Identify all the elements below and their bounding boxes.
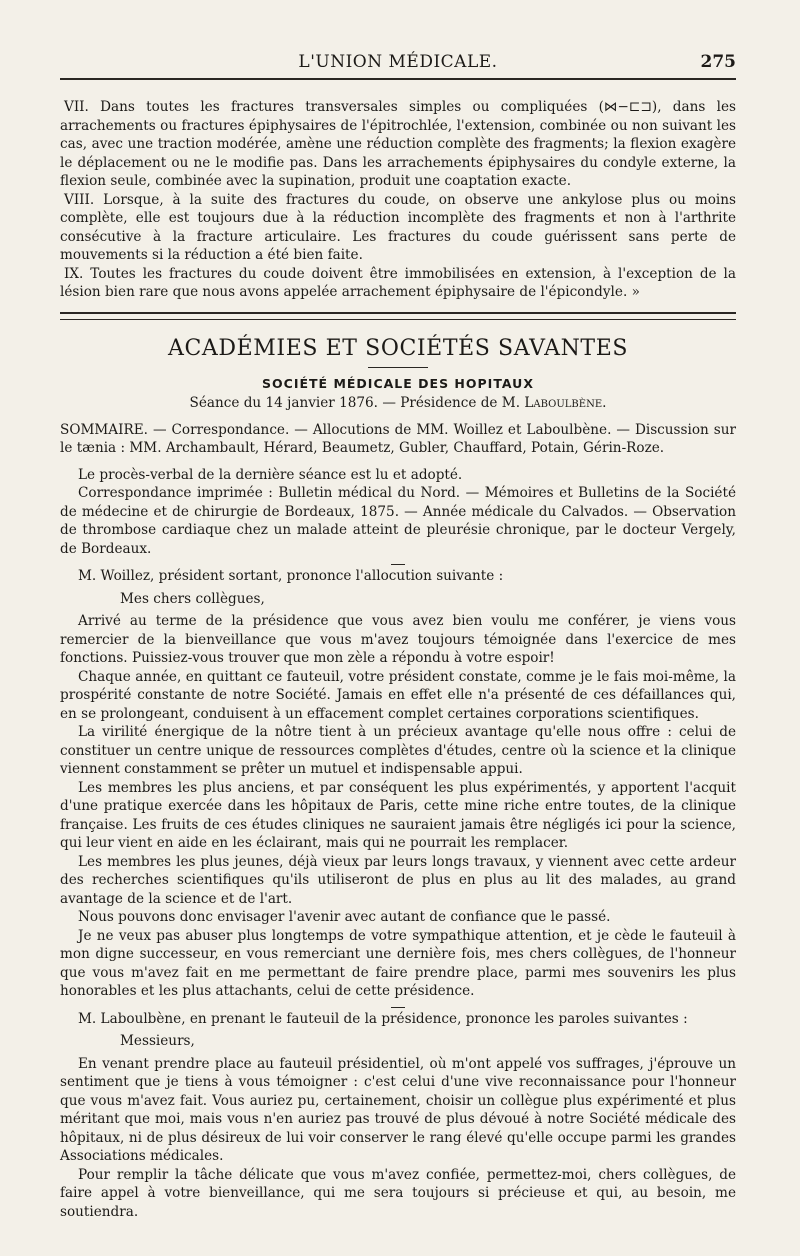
section-divider <box>60 312 736 320</box>
document-page <box>60 48 736 1221</box>
paragraph: La virilité énergique de la nôtre tient à un précieux avantage qu'elle nous offre : celui de constituer un centre unique de ressources complètes d'études, centre où la science et la clinique viennent constamment se prêter un mutuel et indispensable appui. <box>60 724 736 777</box>
running-header <box>60 48 736 80</box>
article-body <box>60 421 736 1222</box>
section-title: ACADÉMIES ET SOCIÉTÉS SAVANTES <box>167 335 629 361</box>
page-number: 275 <box>700 52 736 72</box>
president-name: Laboulbène. <box>524 394 607 411</box>
paragraph: Je ne veux pas abuser plus longtemps de votre sympathique attention, et je cède le fauteuil à mon digne successeur, en vous remerciant une dernière fois, mes chers collègues, de l'honneur que vous m'avez fait en me permettant de faire prendre place, parmi mes souvenirs les plus honorables et les plus attachants, celui de cette présidence. <box>60 927 736 999</box>
paragraph: VII. Dans toutes les fractures transversales simples ou compliquées (⋈−⊏⊐), dans les arrachements ou fractures épiphysaires de l'épitrochlée, l'extension, combinée ou non suivant les cas, avec une traction modérée, amène une réduction complète des fragments; la flexion exagère le déplacement ou ne le modifie pas. Dans les arrachements épiphysaires du condyle externe, la flexion seule, combinée avec la supination, produit une coaptation exacte. <box>60 99 736 189</box>
title-rule <box>368 367 428 368</box>
paragraph: Nous pouvons donc envisager l'avenir avec autant de confiance que le passé. <box>78 909 611 925</box>
paragraph: M. Woillez, président sortant, prononce l'allocution suivante : <box>78 568 504 584</box>
separator <box>391 1007 405 1008</box>
paragraph: VIII. Lorsque, à la suite des fractures du coude, on observe une ankylose plus ou moins complète, elle est toujours due à la réduction incomplète des fragments et non à l'arthrite consécutive à la fracture articulaire. Les fractures du coude guérissent sans perte de mouvements si la réduction a été bien faite. <box>60 191 736 263</box>
separator <box>391 564 405 565</box>
conclusions-block <box>60 98 736 302</box>
paragraph: Les membres les plus jeunes, déjà vieux par leurs longs travaux, y viennent avec cette ardeur des recherches scientifiques qu'ils utiliseront de plus en plus au lit des malades, au grand avantage de la science et de l'art. <box>60 853 736 907</box>
sommaire: SOMMAIRE. — Correspondance. — Allocutions de MM. Woillez et Laboulbène. — Discussion sur le tænia : MM. Archambault, Hérard, Beaumetz, Gubler, Chauffard, Potain, Gérin-Roze. <box>60 421 736 456</box>
paragraph: Chaque année, en quittant ce fauteuil, votre président constate, comme je le fais moi-même, la prospérité constante de notre Société. Jamais en effet elle n'a présenté de ces défaillances qui, en se prolongeant, conduisent à un effacement complet certaines corporations scientifiques. <box>60 668 736 722</box>
paragraph: Correspondance imprimée : Bulletin médical du Nord. — Mémoires et Bulletins de la Société de médecine et de chirurgie de Bordeaux, 1875. — Année médicale du Calvados. — Observation de thrombose cardiaque chez un malade atteint de pleurésie chronique, par le docteur Vergely, de Bordeaux. <box>60 485 736 557</box>
salutation: Messieurs, <box>120 1033 195 1049</box>
paragraph: Pour remplir la tâche délicate que vous m'avez confiée, permettez-moi, chers collègues, de faire appel à votre bienveillance, qui me sera toujours si précieuse et qui, au besoin, me soutiendra. <box>60 1166 736 1220</box>
paragraph: IX. Toutes les fractures du coude doivent être immobilisées en extension, à l'exception de la lésion bien rare que nous avons appelée arrachement épiphysaire de l'épicondyle. » <box>60 265 736 300</box>
paragraph: Le procès-verbal de la dernière séance est lu et adopté. <box>78 466 463 483</box>
salutation: Mes chers collègues, <box>120 590 265 607</box>
paragraph: Les membres les plus anciens, et par conséquent les plus expérimentés, y apportent l'acquit d'une pratique exercée dans les hôpitaux de Paris, cette mine riche entre toutes, de la clinique française. Les fruits de ces études cliniques ne sauraient jamais être négligés ici pour la science, qui leur vient en aide en les éclairant, mais qui ne pourrait les remplacer. <box>60 779 736 851</box>
paragraph: M. Laboulbène, en prenant le fauteuil de la présidence, prononce les paroles suivantes : <box>78 1010 688 1027</box>
paragraph: En venant prendre place au fauteuil présidentiel, où m'ont appelé vos suffrages, j'éprouve un sentiment que je tiens à vous témoigner : c'est celui d'une vive reconnaissance pour l'honneur que vous m'avez fait. Vous auriez pu, certainement, choisir un collègue plus expérimenté et plus méritant que moi, mais vous n'en auriez pas trouvé de plus dévoué à notre Société médicale des hôpitaux, ni de plus désireux de lui voir conserver le rang élevé qu'elle occupe parmi les grandes Associations médicales. <box>60 1055 736 1164</box>
seance-text: Séance du 14 janvier 1876. — Présidence de M. <box>189 394 525 411</box>
seance-line <box>60 395 736 411</box>
running-title: L'UNION MÉDICALE. <box>298 52 498 72</box>
society-heading: SOCIÉTÉ MÉDICALE DES HOPITAUX <box>262 375 534 391</box>
paragraph: Arrivé au terme de la présidence que vous avez bien voulu me conférer, je viens vous remercier de la bienveillance que vous m'avez toujours témoignée dans l'exercice de mes fonctions. Puissiez-vous trouver que mon zèle a répondu à votre espoir! <box>60 613 736 666</box>
